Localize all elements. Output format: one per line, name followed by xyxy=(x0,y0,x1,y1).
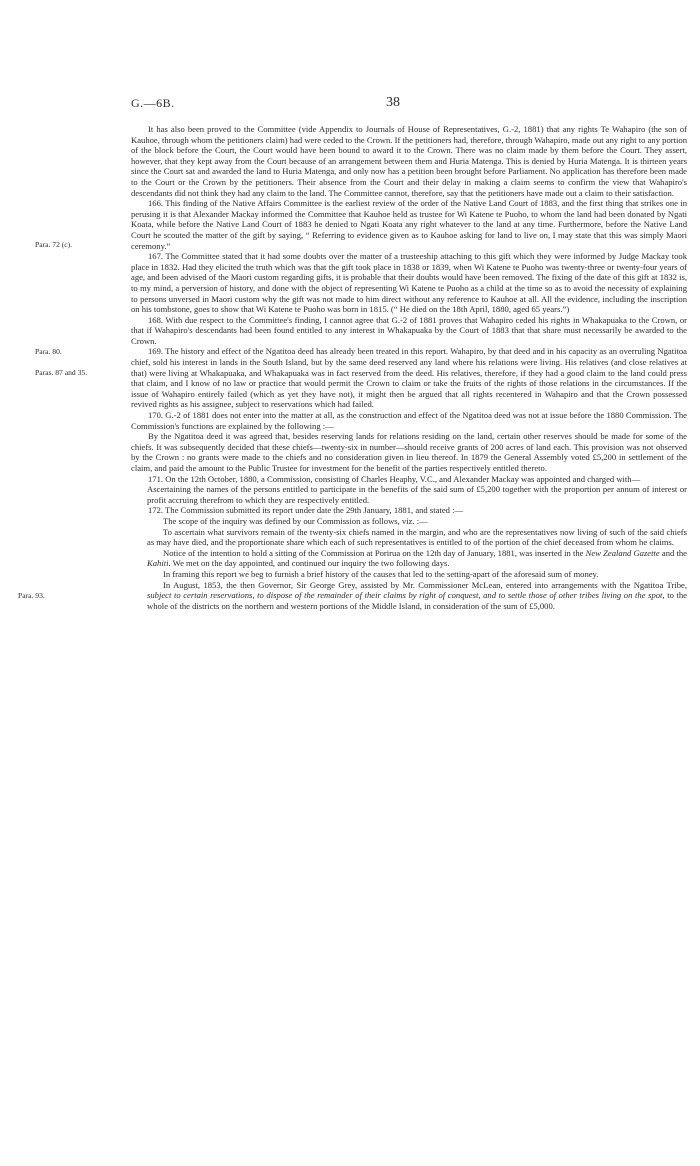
page-header xyxy=(131,96,691,112)
quote-commission-charge: Ascertaining the names of the persons entitled to participate in the benefits of the said sum of £5,200 together with the proportion per annum of interest or profit accruing therefrom to which they are respectively entitled. xyxy=(147,484,687,505)
paragraph-171: 171. On the 12th October, 1880, a Commission, consisting of Charles Heaphy, V.C., and Alexander Mackay was appointed and charged with— xyxy=(148,473,641,484)
paragraph-167: 167. The Committee stated that it had some doubts over the matter of a trusteeship attaching to this gift which they were informed by Judge Mackay took place in 1832. Had they elicited the truth which was that the gift took place in 1838 or 1839, when Wi Katene te Puoho was twenty-three or twenty-four years of age, and been advised of the Maori custom regarding gifts, it is probable that their doubts would have been removed. The fixing of the date of this gift at 1832 is, to my mind, a perversion of history, and done with the object of representing Wi Katene te Puoho as a child at the time so as to avoid the necessity of explaining to persons unversed in Maori custom why the gift was not made to him direct without any reference to Kauhoe at all. All the evidence, including the inscription on his tombstone, goes to show that Wi Katene te Puoho was born in 1815. (“ He died on the 18th April, 1880, aged 65 years.”) xyxy=(131,251,687,315)
page-number: 38 xyxy=(386,95,400,110)
quote-survivors: To ascertain what survivors remain of the twenty-six chiefs named in the margin, and who are the representatives now living of such of the said chiefs as may have died, and the proportionate share which each of such representatives is entitled to of the portion of the chief deceased from whom he claims. xyxy=(147,526,687,548)
document-reference: G.—6B. xyxy=(131,96,175,110)
paragraph-169 xyxy=(35,346,687,410)
paragraph-168: 168. With due respect to the Committee's finding, I cannot agree that G.-2 of 1881 proves that Wahapiro ceded his rights in Whakapuaka to the Crown, or that if Wahapiro's descendants had been found entitled to any interest in Whakapuaka by the Court of 1883 that that share must necessarily be awarded to the Crown. xyxy=(131,314,687,346)
margin-note-paras-87-35: Paras. 87 and 35. xyxy=(35,368,88,378)
paragraph-166-text: 166. This finding of the Native Affairs Committee is the earliest review of the order of the Native Land Court of 1883, and the first thing that strikes one in perusing it is that Alexander Mackay informed the Committee that Kauhoe held as trustee for Wi Katene te Puoho, to whom the land had been donated by Ngati Koata, while before the Native Land Court of 1883 he denied to Ngati Koata any right whatever to the land at any time. Furthermore, before the Native Land Court he scouted the matter of the gift by saying, “ Referring to evidence given as to Kauhoe asking for land to live on, I may state that this was simply Maori ceremony.” xyxy=(131,198,687,251)
paragraph-166 xyxy=(35,198,687,251)
paragraph-172: 172. The Commission submitted its report under date the 29th January, 1881, and stated :— xyxy=(148,505,464,516)
paragraph-170: 170. G.-2 of 1881 does not enter into the matter at all, as the construction and effect of the Ngatitoa deed was not at issue before the 1880 Commission. The Commission's functions are explained by the following :— xyxy=(131,410,687,431)
paragraph-ngatitoa-deed: By the Ngatitoa deed it was agreed that, besides reserving lands for relations residing on the land, certain other reserves should be made for some of the chiefs. It was subsequently decided that these chiefs—twenty-six in number—should receive grants of 200 acres of land each. This provision was not observed by the Crown : no grants were made to the chiefs and no consideration given in lieu thereof. In 1879 the General Assembly voted £5,200 in settlement of the claim, and paid the amount to the Public Trustee for investment for the benefit of the parties respectively entitled thereto. xyxy=(131,431,687,473)
quote-august-1853: Para. 93. In August, 1853, the then Governor, Sir George Grey, assisted by Mr. Commissioner McLean, entered into arrangements with the Ngatitoa Tribe, subject to certain reservations, to dispose of the remainder of their claims by right of conquest, and to settle those of other tribes living on the spot, to the whole of the districts on the northern and western portions of the Middle Island, in consideration of the sum of £5,000. xyxy=(131,580,687,612)
margin-note-para-80: Para. 80. xyxy=(35,347,62,357)
quote-notice: Notice of the intention to hold a sitting of the Commission at Porirua on the 12th day of January, 1881, was inserted in the New Zealand Gazette and the Kahiti. We met on the day appointed, and continued our inquiry the two following days. xyxy=(147,547,687,569)
paragraph-169-text: 169. The history and effect of the Ngatitoa deed has already been treated in this report. Wahapiro, by that deed and in his capacity as an overruling Ngatitoa chief, sold his interest in lands in the South Island, but by the same deed reserved any land where his relations were living. His relatives (and close relatives at that) were living at Whakapuaka, and Whakapuaka was in fact reserved from the deed. His relatives, therefore, if they had a good claim to the land could press that claim, and I know of no law or practice that would permit the Crown to claim or take the fruits of the rights of those relations in the circumstances. If the issue of Wahapiro entirely failed (which as yet they have not), it might then be argued that all rights recentered in Wahapiro and that the Crown possessed revived rights as his assignee, subject to reservations which had failed. xyxy=(131,346,687,410)
quote-framing: In framing this report we beg to furnish a brief history of the causes that led to the setting-apart of the aforesaid sum of money. xyxy=(163,568,599,579)
quote-scope: The scope of the inquiry was defined by our Commission as follows, viz. :— xyxy=(163,515,428,526)
margin-note-para-93: Para. 93. xyxy=(18,590,45,600)
margin-note-para-72c: Para. 72 (c). xyxy=(35,239,73,249)
body-text xyxy=(18,124,687,611)
paragraph-intro: It has also been proved to the Committee (vide Appendix to Journals of House of Representatives, G.-2, 1881) that any rights Te Wahapiro (the son of Kauhoe, through whom the petitioners claim) had were ceded to the Crown. If the petitioners had, therefore, through Wahapiro, made out any right to any portion of the block before the Court, the Court would have been bound to award it to the Crown. There was no claim made by them before the Court. They assert, however, that they kept away from the Court because of an arrangement between them and Huria Matenga. This is denied by Huria Matenga. It is thirteen years since the Court sat and awarded the land to Huria Matenga, and only now has a petition been brought before Parliament. No application has therefore been made to the Court or the Crown by the petitioners. Their absence from the Court and their delay in making a claim seems to confirm the view that Wahapiro's descendants did not think they had any claim to the land. The Committee cannot, therefore, say that the petitioners have made out a claim to their satisfaction. xyxy=(131,124,687,198)
